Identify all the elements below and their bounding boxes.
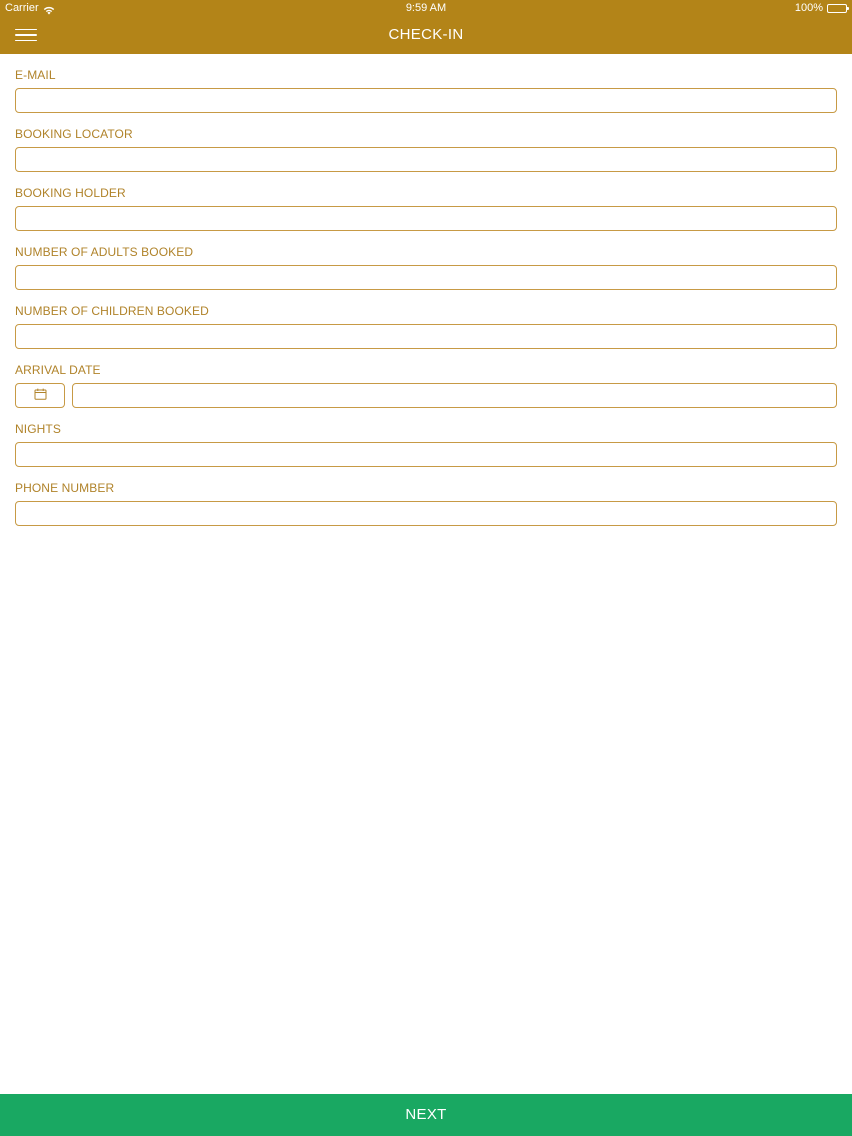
nights-field-group bbox=[15, 408, 837, 467]
status-battery bbox=[795, 0, 847, 17]
calendar-icon bbox=[34, 387, 47, 405]
booking-locator-label: BOOKING LOCATOR bbox=[15, 127, 133, 141]
booking-holder-field-group bbox=[15, 172, 837, 231]
email-field[interactable] bbox=[15, 88, 837, 113]
children-field[interactable] bbox=[15, 324, 837, 349]
calendar-button[interactable] bbox=[15, 383, 65, 408]
adults-field[interactable] bbox=[15, 265, 837, 290]
status-bar bbox=[0, 0, 852, 17]
nights-label: NIGHTS bbox=[15, 422, 61, 436]
battery-percent: 100% bbox=[794, 2, 823, 14]
booking-holder-label: BOOKING HOLDER bbox=[15, 186, 126, 200]
arrival-date-field-group bbox=[15, 349, 837, 408]
battery-icon bbox=[827, 4, 847, 13]
next-button[interactable]: NEXT bbox=[0, 1094, 852, 1136]
email-field-group bbox=[15, 54, 837, 113]
booking-locator-field-group bbox=[15, 113, 837, 172]
email-label: E-MAIL bbox=[15, 68, 56, 82]
arrival-date-label: ARRIVAL DATE bbox=[15, 363, 101, 377]
nav-bar bbox=[0, 17, 852, 54]
nights-field[interactable] bbox=[15, 442, 837, 467]
phone-field-group bbox=[15, 467, 837, 526]
phone-field[interactable] bbox=[15, 501, 837, 526]
adults-field-group bbox=[15, 231, 837, 290]
booking-holder-field[interactable] bbox=[15, 206, 837, 231]
carrier-label: Carrier bbox=[5, 2, 39, 14]
check-in-form bbox=[15, 54, 837, 526]
children-label: NUMBER OF CHILDREN BOOKED bbox=[15, 304, 209, 318]
page-title: CHECK-IN bbox=[388, 26, 464, 43]
top-bar bbox=[0, 0, 852, 54]
arrival-date-field[interactable] bbox=[72, 383, 837, 408]
status-time: 9:59 AM bbox=[405, 2, 447, 14]
booking-locator-field[interactable] bbox=[15, 147, 837, 172]
children-field-group bbox=[15, 290, 837, 349]
phone-label: PHONE NUMBER bbox=[15, 481, 115, 495]
adults-label: NUMBER OF ADULTS BOOKED bbox=[15, 245, 194, 259]
